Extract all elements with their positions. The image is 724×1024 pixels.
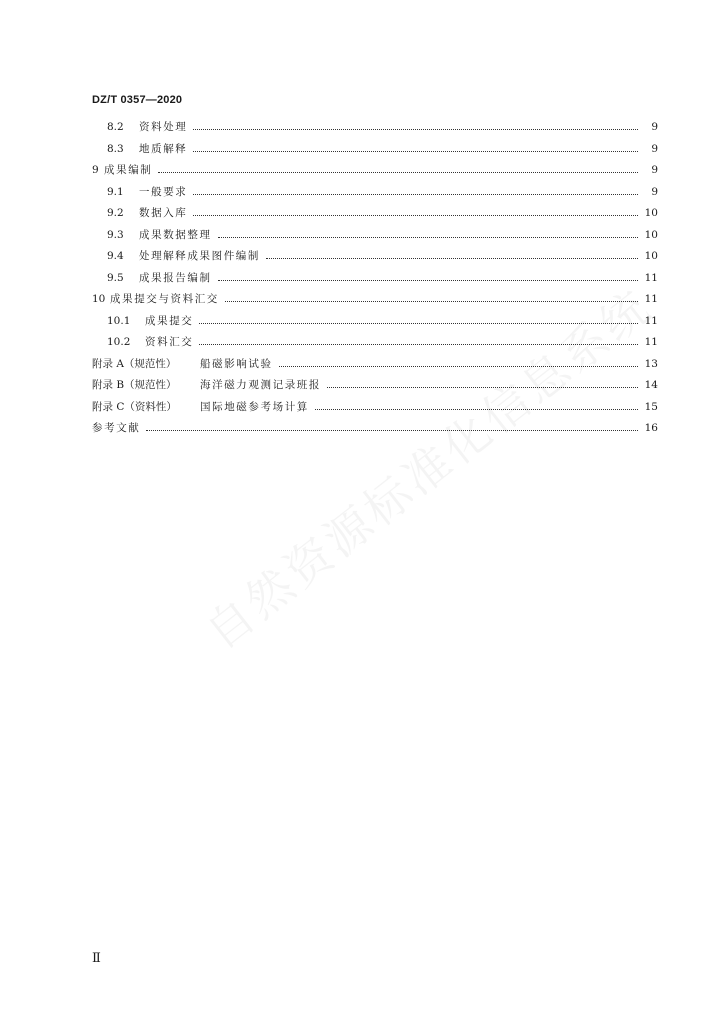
toc-page: 11 — [644, 336, 658, 348]
toc-title: 资料汇交 — [145, 336, 194, 348]
toc-number: 附录 C（资料性） — [92, 401, 177, 413]
document-code: DZ/T 0357—2020 — [92, 94, 183, 106]
toc-page: 10 — [644, 229, 658, 241]
toc-page: 13 — [644, 358, 658, 370]
toc-page: 9 — [651, 121, 658, 133]
toc-leader — [218, 280, 638, 281]
toc-page: 14 — [644, 379, 658, 391]
toc-title: 成果提交与资料汇交 — [110, 293, 219, 305]
toc-leader — [193, 215, 638, 216]
toc-entry-9[interactable] — [92, 162, 658, 178]
toc-title: 地质解释 — [139, 143, 188, 155]
toc-leader — [193, 194, 638, 195]
toc-entry-10[interactable] — [92, 291, 658, 307]
toc-page: 16 — [644, 422, 658, 434]
toc-number: 10 — [92, 293, 106, 305]
toc-title: 船磁影响试验 — [200, 358, 273, 370]
toc-number: 9 — [92, 164, 99, 176]
toc-title: 国际地磁参考场计算 — [200, 401, 309, 413]
toc-entry-9-5[interactable] — [107, 270, 658, 286]
watermark — [190, 351, 562, 662]
toc-leader — [218, 237, 638, 238]
toc-number: 附录 A（规范性） — [92, 358, 177, 370]
toc-entry-9-1[interactable] — [107, 184, 658, 200]
toc-leader — [266, 258, 638, 259]
toc-entry-appendix-c[interactable] — [92, 399, 658, 415]
toc-title: 成果提交 — [145, 315, 194, 327]
page-folio: Ⅱ — [92, 950, 101, 965]
toc-number: 10.2 — [107, 336, 131, 348]
toc-entry-8-3[interactable] — [107, 141, 658, 157]
toc-number: 10.1 — [107, 315, 131, 327]
toc-page: 11 — [644, 315, 658, 327]
toc-title: 成果编制 — [104, 164, 153, 176]
toc-number: 附录 B（规范性） — [92, 379, 177, 391]
toc-page: 10 — [644, 207, 658, 219]
toc-number: 9.5 — [107, 272, 124, 284]
toc-number: 9.1 — [107, 186, 124, 198]
toc-title: 参考文献 — [92, 422, 141, 434]
toc-page: 9 — [651, 186, 658, 198]
toc-entry-9-4[interactable] — [107, 248, 658, 264]
toc-number: 9.2 — [107, 207, 124, 219]
toc-title: 资料处理 — [139, 121, 188, 133]
toc-title: 处理解释成果图件编制 — [139, 250, 260, 262]
toc-title: 数据入库 — [139, 207, 188, 219]
toc-leader — [158, 172, 638, 173]
toc-number: 9.4 — [107, 250, 124, 262]
toc-leader — [146, 430, 638, 431]
toc-leader — [225, 301, 638, 302]
toc-entry-9-3[interactable] — [107, 227, 658, 243]
toc-page: 15 — [644, 401, 658, 413]
toc-entry-8-2[interactable] — [107, 119, 658, 135]
toc-number: 8.3 — [107, 143, 124, 155]
toc-number: 8.2 — [107, 121, 124, 133]
toc-title: 海洋磁力观测记录班报 — [200, 379, 321, 391]
toc-number: 9.3 — [107, 229, 124, 241]
toc-page: 11 — [644, 272, 658, 284]
toc-title: 成果报告编制 — [139, 272, 212, 284]
toc-leader — [193, 151, 638, 152]
toc-page: 10 — [644, 250, 658, 262]
toc-page: 9 — [651, 164, 658, 176]
toc-leader — [193, 129, 638, 130]
toc-entry-references[interactable] — [92, 420, 658, 436]
toc-title: 成果数据整理 — [139, 229, 212, 241]
toc-title: 一般要求 — [139, 186, 188, 198]
toc-page: 11 — [644, 293, 658, 305]
toc-entry-9-2[interactable] — [107, 205, 658, 221]
toc-page: 9 — [651, 143, 658, 155]
